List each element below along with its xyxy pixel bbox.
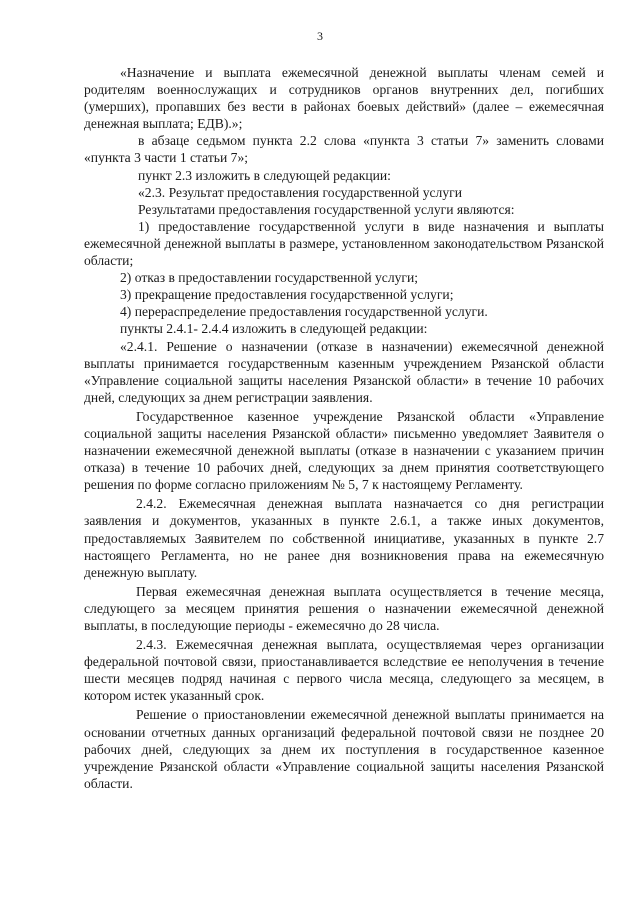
paragraph-amend-2-2: в абзаце седьмом пункта 2.2 слова «пункта 3 статьи 7» заменить словами «пункта 3 части 1 статьи 7»; [84, 133, 604, 166]
list-item-2: 2) отказ в предоставлении государственной услуги; [120, 270, 419, 286]
list-item-3: 3) прекращение предоставления государственной услуги; [120, 287, 454, 303]
paragraph-amend-2-3-intro: пункт 2.3 изложить в следующей редакции: [138, 167, 391, 183]
paragraph-results-intro: Результатами предоставления государственной услуги являются: [138, 201, 515, 217]
paragraph-2-4-2: 2.4.2. Ежемесячная денежная выплата назначается со дня регистрации заявления и документов, указанных в пункте 2.6.1, а также иных документов, предоставляемых Заявителем по собственной инициативе, указанных в пункте 2.7 настоящего Регламента, но не ранее дня возникновения права на ежемесячную денежную выплату. [84, 496, 604, 580]
paragraph-first-payment: Первая ежемесячная денежная выплата осуществляется в течение месяца, следующего за месяцем принятия решения о назначении ежемесячной денежной выплаты, в последующие периоды - ежемесячно до 28 числа. [84, 583, 604, 633]
paragraph-2-4-3: 2.4.3. Ежемесячная денежная выплата, осуществляемая через организации федеральной почтовой связи, приостанавливается вследствие ее неполучения в течение шести месяцев подряд начиная с первого числа месяца, следующего за месяцем, в котором истек указанный срок. [84, 637, 604, 704]
paragraph-suspension-decision: Решение о приостановлении ежемесячной денежной выплаты принимается на основании отчетных данных организаций федеральной почтовой связи не позднее 20 рабочих дней, следующих за днем их поступления в государственное казенное учреждение Рязанской области «Управление социальной защиты населения Рязанской области. [84, 707, 604, 791]
document-body [84, 64, 604, 792]
page-number: 3 [317, 29, 323, 43]
paragraph-2-4-1: «2.4.1. Решение о назначении (отказе в назначении) ежемесячной денежной выплаты принимается государственным казенным учреждением Рязанской области «Управление социальной защиты населения Рязанской области» в течение 10 рабочих дней, следующих за днем регистрации заявления. [84, 338, 604, 405]
paragraph-title-quote: «Назначение и выплата ежемесячной денежной выплаты членам семей и родителям военнослужащих и сотрудников органов внутренних дел, погибших (умерших), пропавших без вести в районах боевых действий» (далее – ежемесячная денежная выплата; ЕДВ).»; [84, 65, 604, 132]
paragraph-2-3-heading: «2.3. Результат предоставления государственной услуги [138, 184, 462, 200]
list-item-1: 1) предоставление государственной услуги в виде назначения и выплаты ежемесячной денежной выплаты в размере, установленном законодательством Рязанской области; [84, 218, 604, 269]
paragraph-notification: Государственное казенное учреждение Рязанской области «Управление социальной защиты населения Рязанской области» письменно уведомляет Заявителя о назначении ежемесячной денежной выплаты (отказе в назначении с указанием причин отказа) в течение 10 рабочих дней, следующих за днем принятия соответствующего решения по форме согласно приложениям № 5, 7 к настоящему Регламенту. [84, 408, 604, 493]
paragraph-amend-2-4: пункты 2.4.1- 2.4.4 изложить в следующей редакции: [120, 321, 428, 337]
list-item-4: 4) перераспределение предоставления государственной услуги. [120, 304, 488, 320]
